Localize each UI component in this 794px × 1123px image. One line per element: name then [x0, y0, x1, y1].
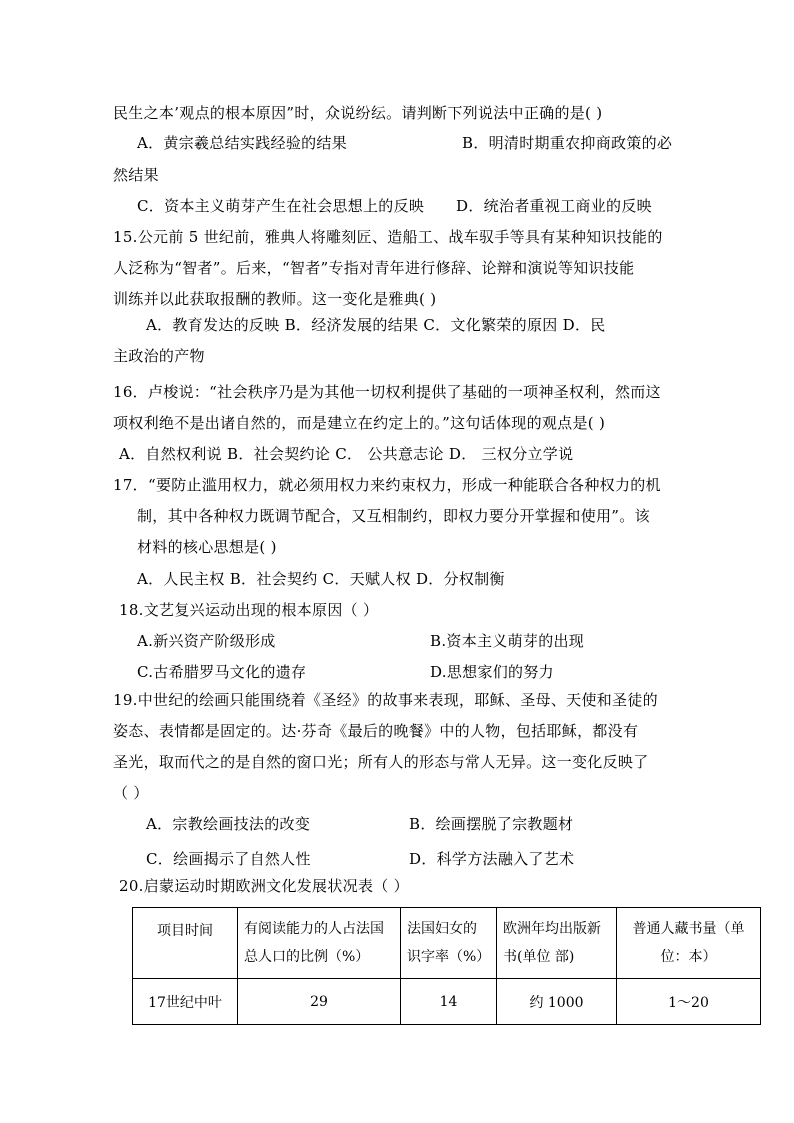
q19-option-a: A．宗教绘画技法的改变 [146, 815, 311, 833]
table-header-row [133, 908, 761, 979]
q15-options: A．教育发达的反映 B．经济发展的结果 C．文化繁荣的原因 D．民 [146, 316, 606, 334]
q20-stem: 20.启蒙运动时期欧洲文化发展状况表（ ） [119, 877, 409, 895]
table-cell: 约 1000 [497, 979, 617, 1025]
q16-stem-line-1: 16．卢梭说：“社会秩序乃是为其他一切权利提供了基础的一项神圣权利，然而这 [113, 383, 661, 401]
table-row [133, 979, 761, 1025]
q19-option-b: B．绘画摆脱了宗教题材 [409, 815, 574, 833]
table-header-cell: 普通人藏书量（单位：本） [617, 908, 761, 979]
table-cell: 1～20 [617, 979, 761, 1025]
table-cell: 17世纪中叶 [133, 979, 238, 1025]
q15-stem-line-3: 训练并以此获取报酬的教师。这一变化是雅典( ) [113, 290, 437, 308]
culture-table [132, 907, 761, 1025]
q17-stem-line-2: 制，其中各种权力既调节配合，又互相制约，即权力要分开掌握和使用”。该 [137, 507, 650, 525]
q19-stem-line-3: 圣光，取而代之的是自然的窗口光；所有人的形态与常人无异。这一变化反映了 [113, 753, 649, 771]
q18-stem: 18.文艺复兴运动出现的根本原因（ ） [119, 601, 379, 619]
q14-option-b: B．明清时期重农抑商政策的必 [462, 134, 673, 152]
table-header-cell: 项目时间 [133, 908, 238, 979]
q17-options: A．人民主权 B．社会契约 C．天赋人权 D．分权制衡 [137, 570, 505, 588]
q18-option-a: A.新兴资产阶级形成 [137, 632, 276, 650]
table-header-cell: 法国妇女的识字率（%） [401, 908, 497, 979]
q15-stem-line-1: 15.公元前 5 世纪前，雅典人将雕刻匠、造船工、战车驭手等具有某种知识技能的 [113, 228, 663, 246]
q19-option-c: C．绘画揭示了自然人性 [146, 850, 311, 868]
q16-stem-line-2: 项权利绝不是出诸自然的，而是建立在约定上的。”这句话体现的观点是( ) [113, 414, 606, 432]
table-header-cell: 有阅读能力的人占法国总人口的比例（%） [238, 908, 401, 979]
table-cell: 29 [238, 979, 401, 1025]
q19-stem-line-1: 19.中世纪的绘画只能围绕着《圣经》的故事来表现，耶稣、圣母、天使和圣徒的 [113, 691, 658, 709]
q14-option-d: D．统治者重视工商业的反映 [456, 197, 652, 215]
q18-option-c: C.古希腊罗马文化的遗存 [137, 663, 307, 681]
q15-stem-line-2: 人泛称为“智者”。后来，“智者”专指对青年进行修辞、论辩和演说等知识技能 [113, 259, 635, 277]
q19-stem-line-2: 姿态、表情都是固定的。达·芬奇《最后的晚餐》中的人物，包括耶稣，都没有 [113, 722, 639, 740]
q17-stem-line-3: 材料的核心思想是( ) [137, 538, 277, 556]
q18-option-d: D.思想家们的努力 [430, 663, 554, 681]
q19-stem-line-4: （ ） [113, 784, 149, 802]
q17-stem-line-1: 17．“要防止滥用权力，就必须用权力来约束权力，形成一种能联合各种权力的机 [113, 476, 661, 494]
q14-option-c: C．资本主义萌芽产生在社会思想上的反映 [137, 197, 425, 215]
q14-stem-tail: 民生之本’观点的根本原因”时，众说纷纭。请判断下列说法中正确的是( ) [113, 104, 603, 122]
q16-options: A．自然权利说 B．社会契约论 C． 公共意志论 D． 三权分立学说 [119, 445, 574, 463]
q14-option-a: A．黄宗羲总结实践经验的结果 [137, 134, 348, 152]
q15-options-continued: 主政治的产物 [113, 347, 205, 365]
q14-option-b-continued: 然结果 [113, 166, 159, 184]
q19-option-d: D．科学方法融入了艺术 [409, 850, 575, 868]
table-header-cell: 欧洲年均出版新书(单位 部) [497, 908, 617, 979]
q18-option-b: B.资本主义萌芽的出现 [430, 632, 585, 650]
table-cell: 14 [401, 979, 497, 1025]
